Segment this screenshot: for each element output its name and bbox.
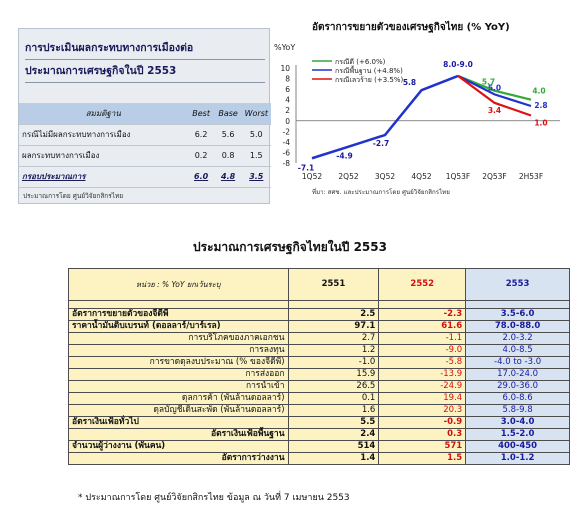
value-2552: 20.3 — [379, 405, 466, 417]
value-2553: 17.0-24.0 — [466, 369, 570, 381]
x-tick-label: 2Q52 — [338, 172, 359, 181]
value-2553: 6.0-8.6 — [466, 393, 570, 405]
value-2552: 571 — [379, 441, 466, 453]
forecast-row — [69, 405, 570, 417]
scenario-table-header: สมมติฐาน Best Base Worst — [19, 103, 271, 124]
x-tick-label: 2Q53F — [482, 172, 507, 181]
table-title: ประมาณการเศรษฐกิจไทยในปี 2553 — [193, 240, 387, 254]
y-tick-label: -4 — [282, 137, 290, 147]
forecast-row — [69, 309, 570, 321]
scenario-table — [19, 103, 271, 188]
row-label: อัตราการขยายตัวของจีดีพี — [69, 309, 289, 321]
history-data-label: 8.0-9.0 — [443, 59, 473, 69]
forecast-rows — [69, 309, 570, 465]
y-tick-label: -8 — [282, 159, 290, 168]
value-2551: 97.1 — [288, 321, 379, 333]
value-2551: 2.5 — [288, 309, 379, 321]
forecast-row — [69, 393, 570, 405]
value-2552: -5.8 — [379, 357, 466, 369]
value-2552: -1.1 — [379, 333, 466, 345]
scenario-data-label: 2.8 — [534, 101, 548, 110]
value-2552: -24.9 — [379, 381, 466, 393]
scenario-panel-title: การประเมินผลกระทบทางการเมืองต่อ ประมาณการเศรษฐกิจในปี 2553 — [25, 37, 265, 83]
value-2553: 400-450 — [466, 441, 570, 453]
value-2551: 15.9 — [288, 369, 379, 381]
legend-label: กรณีพื้นฐาน (+4.8%) — [335, 67, 403, 75]
value-2551: 514 — [288, 441, 379, 453]
gdp-chart-svg — [272, 18, 572, 208]
row-label: การบริโภคของภาคเอกชน — [69, 333, 289, 345]
y-tick-label: 10 — [280, 64, 290, 73]
scenario-data-label: 1.0 — [534, 118, 548, 128]
value-2551: 1.6 — [288, 405, 379, 417]
forecast-row — [69, 333, 570, 345]
value-2553: 78.0-88.0 — [466, 321, 570, 333]
value-2551: 5.5 — [288, 417, 379, 429]
history-data-label: -2.7 — [372, 139, 390, 149]
year-2552: 2552 — [379, 269, 466, 301]
value-2553: 4.0-8.5 — [466, 345, 570, 357]
chart-title: อัตราการขยายตัวของเศรษฐกิจไทย (% YoY) — [312, 22, 510, 33]
x-tick-label: 4Q52 — [411, 172, 432, 181]
value-2551: 2.4 — [288, 429, 379, 441]
legend-label: กรณีดี (+6.0%) — [335, 58, 386, 66]
row-label: การลงทุน — [69, 345, 289, 357]
scenario-data-label: 3.4 — [487, 105, 502, 115]
scenario-source: ประมาณการโดย ศูนย์วิจัยกสิกรไทย — [23, 192, 124, 200]
scenario-data-label: 4.0 — [532, 86, 546, 96]
value-2552: 1.5 — [379, 453, 466, 465]
scenario-row: กรณีไม่มีผลกระทบทางการเมือง 6.2 5.6 5.0 — [19, 124, 271, 145]
gdp-chart — [272, 18, 572, 208]
value-2552: 19.4 — [379, 393, 466, 405]
value-2553: 1.0-1.2 — [466, 453, 570, 465]
value-2553: 3.5-6.0 — [466, 309, 570, 321]
y-tick-label: 2 — [285, 106, 290, 116]
unit-label: หน่วย : % YoY ยกเว้นระบุ — [69, 269, 289, 301]
value-2552: 0.3 — [379, 429, 466, 441]
row-label: การนำเข้า — [69, 381, 289, 393]
forecast-row — [69, 441, 570, 453]
forecast-row — [69, 357, 570, 369]
y-tick-label: 6 — [285, 85, 290, 95]
x-tick-label: 2H53F — [518, 172, 544, 181]
forecast-row — [69, 453, 570, 465]
x-tick-label: 1Q53F — [445, 172, 471, 181]
value-2551: 1.2 — [288, 345, 379, 357]
y-axis-label: %YoY — [274, 43, 296, 52]
history-data-label: 5.8 — [402, 78, 417, 88]
scenario-row: ผลกระทบทางการเมือง 0.2 0.8 1.5 — [19, 145, 271, 166]
value-2553: 2.0-3.2 — [466, 333, 570, 345]
value-2551: 1.4 — [288, 453, 379, 465]
y-tick-label: -6 — [282, 148, 290, 158]
spacer-row — [69, 301, 570, 309]
row-label: การส่งออก — [69, 369, 289, 381]
value-2553: 29.0-36.0 — [466, 381, 570, 393]
row-label: การขาดดุลงบประมาณ (% ของจีดีพี) — [69, 357, 289, 369]
chart-source: ที่มา: สศช. และประมาณการโดย ศูนย์วิจัยกสิกรไทย — [312, 189, 450, 196]
value-2553: -4.0 to -3.0 — [466, 357, 570, 369]
footnote: * ประมาณการโดย ศูนย์วิจัยกสิกรไทย ข้อมูล ณ วันที่ 7 เมษายน 2553 — [78, 493, 350, 503]
history-data-label: -7.1 — [297, 163, 315, 173]
value-2552: -0.9 — [379, 417, 466, 429]
row-label: อัตราเงินเฟ้อพื้นฐาน — [69, 429, 289, 441]
value-2553: 3.0-4.0 — [466, 417, 570, 429]
scenario-data-label: 5.7 — [481, 77, 496, 87]
forecast-row — [69, 345, 570, 357]
y-tick-label: 8 — [285, 74, 290, 84]
y-tick-label: -2 — [282, 127, 290, 137]
scenario-panel — [18, 28, 270, 204]
year-2553: 2553 — [466, 269, 570, 301]
forecast-row — [69, 321, 570, 333]
x-tick-label: 1Q52 — [301, 172, 323, 181]
scenario-data-label: 5.0 — [487, 83, 502, 93]
value-2551: 0.1 — [288, 393, 379, 405]
value-2551: -1.0 — [288, 357, 379, 369]
value-2553: 1.5-2.0 — [466, 429, 570, 441]
forecast-row — [69, 381, 570, 393]
y-tick-label: 0 — [285, 116, 290, 126]
row-label: ราคาน้ำมันดิบเบรนท์ (ดอลลาร์/บาร์เรล) — [69, 321, 289, 333]
row-label: จำนวนผู้ว่างงาน (พันคน) — [69, 441, 289, 453]
value-2551: 26.5 — [288, 381, 379, 393]
row-label: ดุลการค้า (พันล้านดอลลาร์) — [69, 393, 289, 405]
row-label: ดุลบัญชีเดินสะพัด (พันล้านดอลลาร์) — [69, 405, 289, 417]
row-label: อัตราเงินเฟ้อทั่วไป — [69, 417, 289, 429]
forecast-table — [68, 268, 570, 465]
forecast-row — [69, 369, 570, 381]
value-2552: -2.3 — [379, 309, 466, 321]
value-2552: -13.9 — [379, 369, 466, 381]
row-label: อัตราการว่างงาน — [69, 453, 289, 465]
forecast-row — [69, 429, 570, 441]
value-2553: 5.8-9.8 — [466, 405, 570, 417]
value-2552: -9.0 — [379, 345, 466, 357]
forecast-table-header — [69, 269, 570, 301]
x-tick-label: 3Q52 — [374, 172, 396, 181]
value-2551: 2.7 — [288, 333, 379, 345]
history-data-label: -4.9 — [336, 151, 353, 161]
y-tick-label: 4 — [285, 95, 290, 105]
legend-label: กรณีเลวร้าย (+3.5%) — [335, 76, 404, 84]
value-2552: 61.6 — [379, 321, 466, 333]
scenario-total-row: กรอบประมาณการ 6.0 4.8 3.5 — [19, 166, 271, 187]
forecast-row — [69, 417, 570, 429]
year-2551: 2551 — [288, 269, 379, 301]
